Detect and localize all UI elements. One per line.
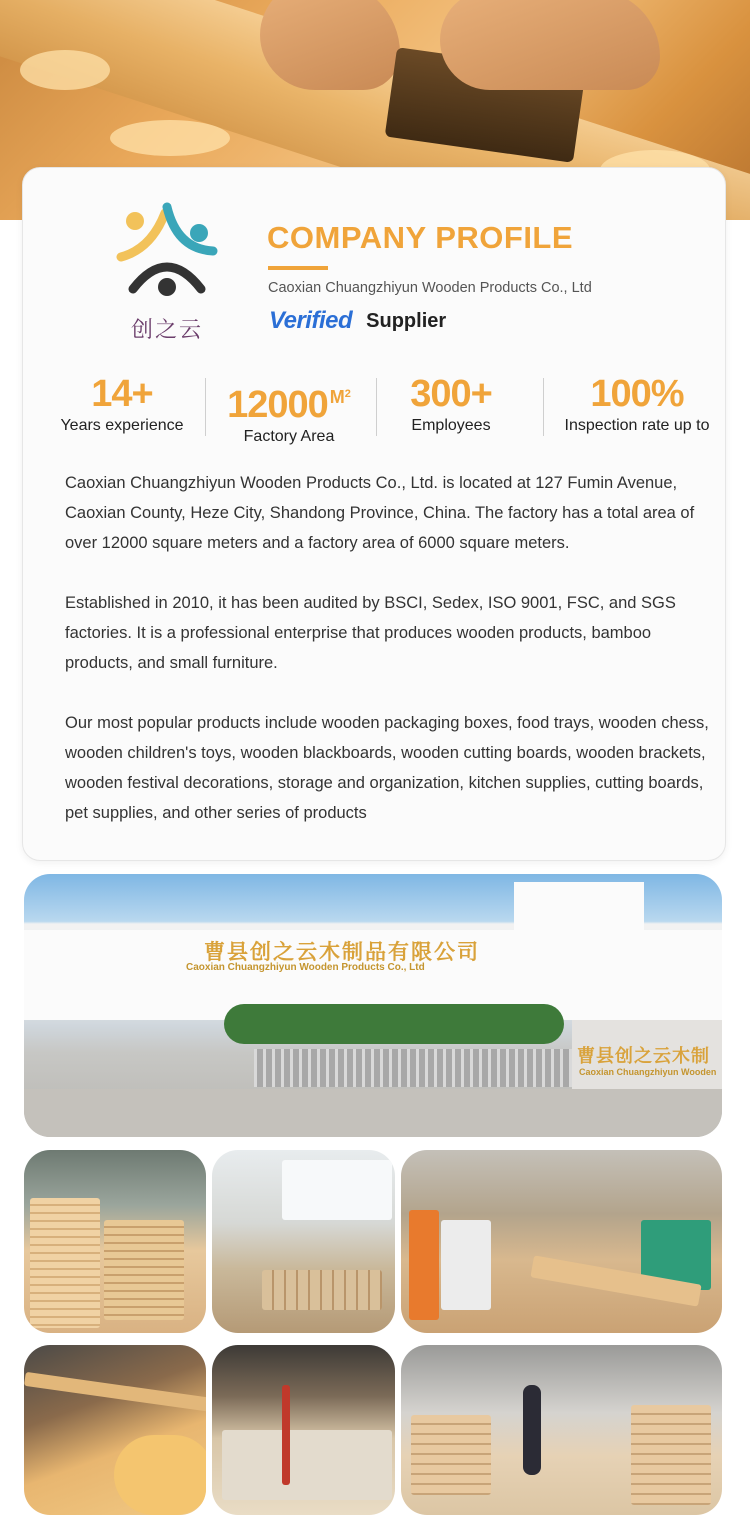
- factory-exterior-photo: [24, 874, 722, 1137]
- company-logo: [111, 193, 223, 343]
- trees: [224, 1004, 564, 1044]
- logo-text: 创之云: [130, 318, 203, 343]
- stat-employees: [391, 373, 511, 435]
- warehouse-photo: [401, 1345, 722, 1515]
- craftsman-photo: [212, 1345, 395, 1515]
- page-title: COMPANY PROFILE: [267, 220, 574, 255]
- craftsman-hand: [440, 0, 660, 90]
- stat-label: Inspection rate up to: [564, 417, 710, 434]
- clamp: [282, 1385, 290, 1485]
- stat-label: Employees: [411, 417, 491, 434]
- logo-mark-icon: [111, 193, 223, 305]
- verified-label: Verified: [269, 307, 353, 334]
- wood-board: [222, 1430, 392, 1500]
- workshop-photo: [401, 1150, 722, 1333]
- stat-factory-area: [219, 373, 359, 446]
- stat-number: 12000: [227, 384, 328, 426]
- stat-divider: [543, 378, 544, 436]
- stat-label: Years experience: [60, 417, 184, 434]
- stat-years: [57, 373, 187, 435]
- stat-inspection: [557, 373, 717, 435]
- craftsman-hand: [260, 0, 400, 90]
- description-paragraph: Our most popular products include wooden packaging boxes, food trays, wooden chess, wooden children's toys, wooden blackboards, wooden cutting boards, wooden brackets, wooden festival decorations, storage and organization, kitchen supplies, cutting boards, pet supplies, and other series of products: [65, 714, 709, 822]
- craftsman-photo: [24, 1345, 206, 1515]
- description-paragraph: Established in 2010, it has been audited by BSCI, Sedex, ISO 9001, FSC, and SGS factories. It is a professional enterprise that produces wooden products, bamboo products, and small furniture.: [65, 594, 676, 672]
- stat-value: 14+: [91, 373, 153, 415]
- company-profile-card: [22, 167, 726, 861]
- person: [523, 1385, 541, 1475]
- road: [24, 1089, 722, 1137]
- profile-description: [65, 468, 715, 858]
- wood-stack: [411, 1415, 491, 1495]
- description-paragraph: Caoxian Chuangzhiyun Wooden Products Co., Ltd. is located at 127 Fumin Avenue, Caoxian County, Heze City, Shandong Province, China. The factory has a total area of over 12000 square meters and a factory area of 6000 square meters.: [65, 474, 695, 552]
- wood-stack: [30, 1198, 100, 1328]
- stat-unit: M2: [329, 387, 351, 407]
- gate-sign-english: Caoxian Chuangzhiyun Wooden: [579, 1067, 717, 1077]
- stat-divider: [376, 378, 377, 436]
- wood-shavings: [114, 1435, 206, 1515]
- machine: [409, 1210, 439, 1320]
- window: [282, 1160, 392, 1220]
- factory-sign-chinese: 曹县创之云木制品有限公司: [204, 939, 480, 964]
- supplier-label: Supplier: [366, 309, 447, 332]
- machine: [441, 1220, 491, 1310]
- stat-label: Factory Area: [243, 428, 335, 445]
- wood-stack: [104, 1220, 184, 1320]
- wood-shaving: [20, 50, 110, 90]
- title-underline: [268, 266, 328, 270]
- verified-supplier-badge: [269, 306, 446, 336]
- wood-strip: [24, 1372, 206, 1412]
- wood-stack: [262, 1270, 382, 1310]
- company-name: Caoxian Chuangzhiyun Wooden Products Co., Ltd: [268, 280, 592, 296]
- stat-value: 300+: [410, 373, 492, 415]
- gate-fence: [254, 1049, 574, 1087]
- workshop-photo: [24, 1150, 206, 1333]
- stat-value: [219, 373, 359, 426]
- stat-value: 100%: [590, 373, 684, 415]
- wood-shaving: [110, 120, 230, 156]
- factory-sign-english: Caoxian Chuangzhiyun Wooden Products Co., Ltd: [186, 962, 425, 973]
- workshop-photo: [212, 1150, 395, 1333]
- stat-divider: [205, 378, 206, 436]
- gate-sign-chinese: 曹县创之云木制: [577, 1046, 710, 1067]
- stats-row: [23, 373, 725, 443]
- wood-stack: [631, 1405, 711, 1505]
